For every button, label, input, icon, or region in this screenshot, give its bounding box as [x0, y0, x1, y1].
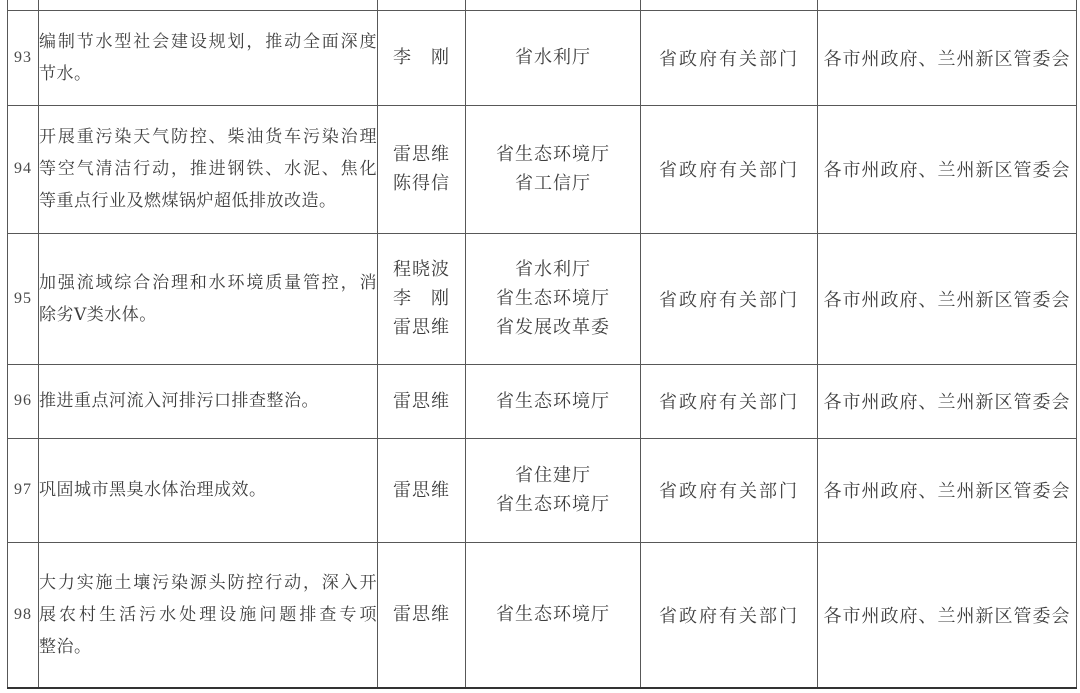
row-number-cell: 93: [8, 10, 39, 105]
leader-cell: [378, 542, 466, 688]
task-cell: [39, 0, 378, 10]
department-cell: [466, 10, 641, 105]
leader-name: 李 刚: [393, 47, 450, 67]
leader-cell: [378, 438, 466, 542]
task-assignment-table: [7, 0, 1077, 689]
task-cell: [39, 364, 378, 438]
department-name: 省生态环境厅: [496, 390, 610, 411]
implementation-cell: 各市州政府、兰州新区管委会: [818, 10, 1077, 105]
task-text-line: 推进重点河流入河排污口排查整治。: [39, 391, 319, 410]
table-row-93: [8, 10, 1077, 105]
department-cell: [466, 438, 641, 542]
leader-cell: [378, 364, 466, 438]
task-text-line: 等空气清洁行动，推进钢铁、水泥、焦化: [39, 159, 377, 178]
row-number-cell: 98: [8, 542, 39, 688]
task-text-line: 展农村生活污水处理设施问题排查专项: [39, 604, 377, 624]
coordination-cell: 省政府有关部门: [641, 542, 818, 688]
leader-cell: [378, 0, 466, 10]
implementation-cell: 各市州政府、兰州新区管委会: [818, 364, 1077, 438]
department-cell: [466, 0, 641, 10]
department-name: 省住建厅: [515, 465, 591, 485]
department-name: 省水利厅: [515, 259, 591, 279]
implementation-cell: 各市州政府、兰州新区管委会: [818, 542, 1077, 688]
table-row-97: [8, 438, 1077, 542]
department-cell: [466, 105, 641, 233]
row-number-cell: 96: [8, 364, 39, 438]
task-text-line: 巩固城市黑臭水体治理成效。: [39, 480, 267, 499]
task-text-line: 除劣Ⅴ类水体。: [39, 304, 157, 324]
task-text-line: 等重点行业及燃煤锅炉超低排放改造。: [39, 191, 337, 210]
implementation-cell: 各市州政府、兰州新区管委会: [818, 233, 1077, 364]
department-name: 省水利厅: [515, 47, 591, 67]
leader-name: 陈得信: [393, 173, 450, 193]
row-number-cell: [8, 0, 39, 10]
row-number-cell: 95: [8, 233, 39, 364]
coordination-cell: [641, 0, 818, 10]
row-number-cell: 94: [8, 105, 39, 233]
coordination-cell: 省政府有关部门: [641, 364, 818, 438]
leader-name: 雷思维: [393, 604, 450, 625]
task-cell: [39, 233, 378, 364]
table-row-94: [8, 105, 1077, 233]
task-text-line: 大力实施土壤污染源头防控行动，深入开: [39, 572, 377, 592]
clipped-previous-row: [8, 0, 1077, 10]
task-text-line: 节水。: [39, 63, 92, 83]
leader-name: 雷思维: [393, 317, 450, 337]
task-text-line: 整治。: [39, 636, 92, 656]
task-text-line: 编制节水型社会建设规划，推动全面深度: [39, 31, 377, 51]
leader-name: 雷思维: [393, 144, 450, 164]
department-name: 省生态环境厅: [496, 604, 610, 625]
task-text-line: 开展重污染天气防控、柴油货车污染治理: [39, 127, 377, 146]
implementation-cell: 各市州政府、兰州新区管委会: [818, 438, 1077, 542]
leader-name: 程晓波: [393, 259, 450, 279]
implementation-cell: [818, 0, 1077, 10]
leader-name: 雷思维: [393, 479, 450, 500]
leader-cell: [378, 233, 466, 364]
department-cell: [466, 542, 641, 688]
department-cell: [466, 364, 641, 438]
leader-name: 李 刚: [393, 288, 450, 308]
department-name: 省生态环境厅: [496, 494, 610, 514]
leader-name: 雷思维: [393, 390, 450, 411]
coordination-cell: 省政府有关部门: [641, 438, 818, 542]
leader-cell: [378, 10, 466, 105]
table-row-95: [8, 233, 1077, 364]
task-cell: [39, 542, 378, 688]
table-row-98: [8, 542, 1077, 688]
task-cell: [39, 105, 378, 233]
table-row-96: [8, 364, 1077, 438]
department-cell: [466, 233, 641, 364]
task-cell: [39, 438, 378, 542]
coordination-cell: 省政府有关部门: [641, 233, 818, 364]
implementation-cell: 各市州政府、兰州新区管委会: [818, 105, 1077, 233]
row-number-cell: 97: [8, 438, 39, 542]
department-name: 省发展改革委: [496, 317, 610, 337]
department-name: 省生态环境厅: [496, 144, 610, 164]
department-name: 省生态环境厅: [496, 288, 610, 308]
coordination-cell: 省政府有关部门: [641, 105, 818, 233]
department-name: 省工信厅: [515, 173, 591, 193]
leader-cell: [378, 105, 466, 233]
task-text-line: 加强流域综合治理和水环境质量管控，消: [39, 272, 377, 292]
task-cell: [39, 10, 378, 105]
coordination-cell: 省政府有关部门: [641, 10, 818, 105]
